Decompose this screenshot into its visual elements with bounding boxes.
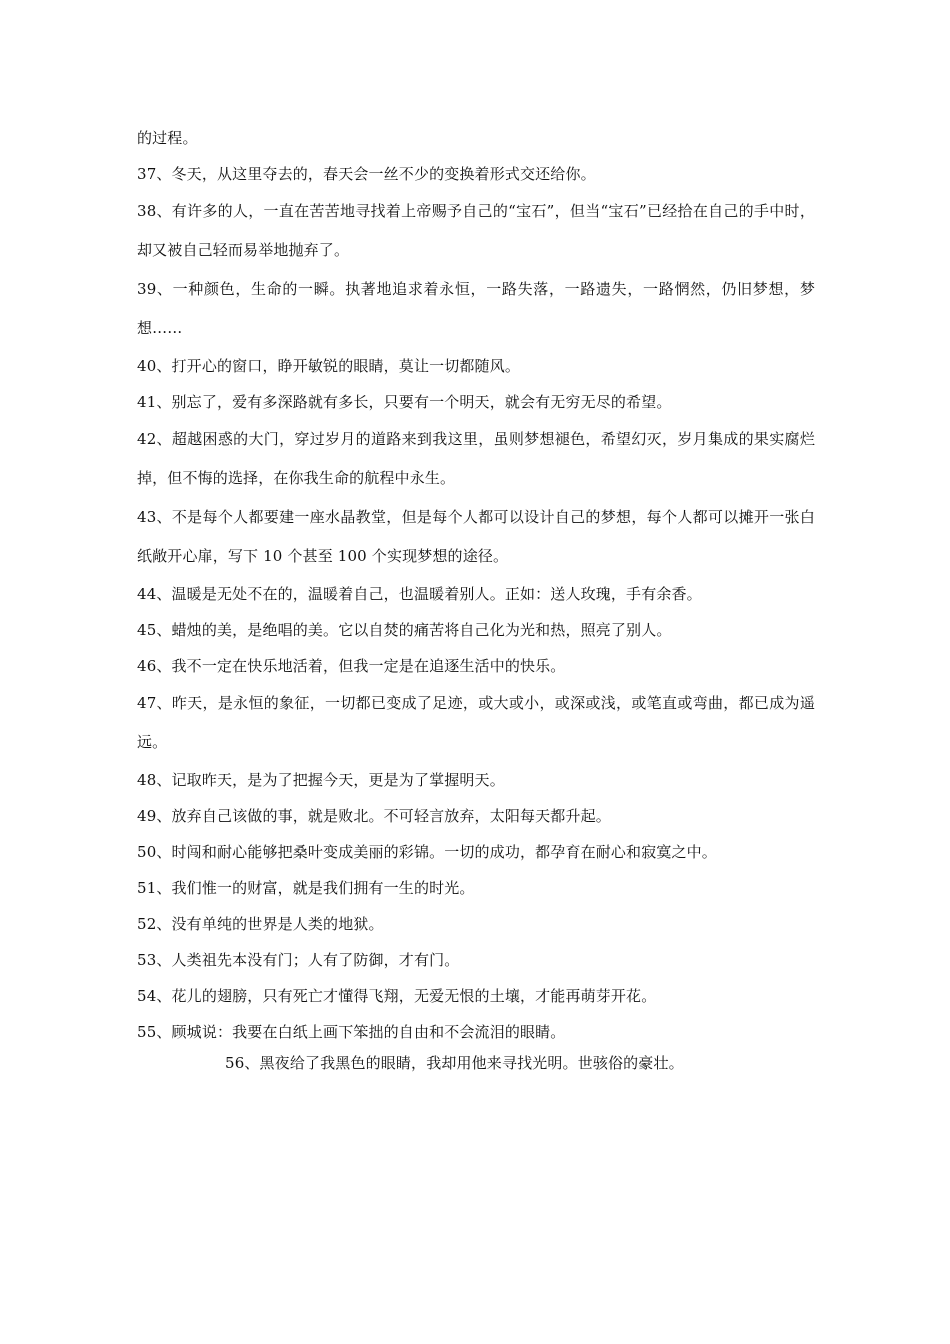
paragraph: 49、放弃自己该做的事，就是败北。不可轻言放弃，太阳每天都升起。 — [137, 807, 611, 825]
paragraph: 41、别忘了，爱有多深路就有多长，只要有一个明天，就会有无穷无尽的希望。 — [137, 393, 672, 411]
centered-paragraph: 56、黑夜给了我黑色的眼睛，我却用他来寻找光明。世骇俗的豪壮。 — [225, 1054, 684, 1072]
paragraph: 53、人类祖先本没有门；人有了防御，才有门。 — [137, 951, 460, 969]
paragraph: 44、温暖是无处不在的，温暖着自己，也温暖着别人。正如：送人玫瑰，手有余香。 — [137, 585, 702, 603]
document-body — [137, 120, 815, 1050]
paragraph: 54、花儿的翅膀，只有死亡才懂得飞翔，无爱无恨的土壤，才能再萌芽开花。 — [137, 987, 657, 1005]
paragraph: 40、打开心的窗口，睁开敏锐的眼睛，莫让一切都随风。 — [137, 357, 520, 375]
paragraph: 37、冬天，从这里夺去的，春天会一丝不少的变换着形式交还给你。 — [137, 165, 596, 183]
paragraph: 52、没有单纯的世界是人类的地狱。 — [137, 915, 384, 933]
paragraph: 51、我们惟一的财富，就是我们拥有一生的时光。 — [137, 879, 475, 897]
paragraph: 47、昨天，是永恒的象征，一切都已变成了足迹，或大或小，或深或浅，或笔直或弯曲，都已成为遥远。 — [137, 694, 815, 751]
paragraph: 46、我不一定在快乐地活着，但我一定是在追逐生活中的快乐。 — [137, 657, 566, 675]
paragraph: 48、记取昨天，是为了把握今天，更是为了掌握明天。 — [137, 771, 505, 789]
paragraph: 的过程。 — [137, 129, 198, 147]
paragraph: 38、有许多的人，一直在苦苦地寻找着上帝赐予自己的“宝石”，但当“宝石”已经拾在自己的手中时，却又被自己轻而易举地抛弃了。 — [137, 202, 815, 259]
paragraph: 45、蜡烛的美，是绝唱的美。它以自焚的痛苦将自己化为光和热，照亮了别人。 — [137, 621, 672, 639]
paragraph: 50、时闯和耐心能够把桑叶变成美丽的彩锦。一切的成功，都孕育在耐心和寂寞之中。 — [137, 843, 717, 861]
paragraph: 55、顾城说：我要在白纸上画下笨拙的自由和不会流泪的眼睛。 — [137, 1023, 566, 1041]
paragraph: 42、超越困惑的大门，穿过岁月的道路来到我这里，虽则梦想褪色，希望幻灭，岁月集成的果实腐烂掉，但不悔的选择，在你我生命的航程中永生。 — [137, 430, 815, 487]
paragraph: 39、一种颜色，生命的一瞬。执著地追求着永恒，一路失落，一路遗失，一路惘然，仍旧梦想，梦想…… — [137, 280, 815, 337]
paragraph: 43、不是每个人都要建一座水晶教堂，但是每个人都可以设计自己的梦想，每个人都可以摊开一张白纸敞开心扉，写下 10 个甚至 100 个实现梦想的途径。 — [137, 508, 815, 565]
